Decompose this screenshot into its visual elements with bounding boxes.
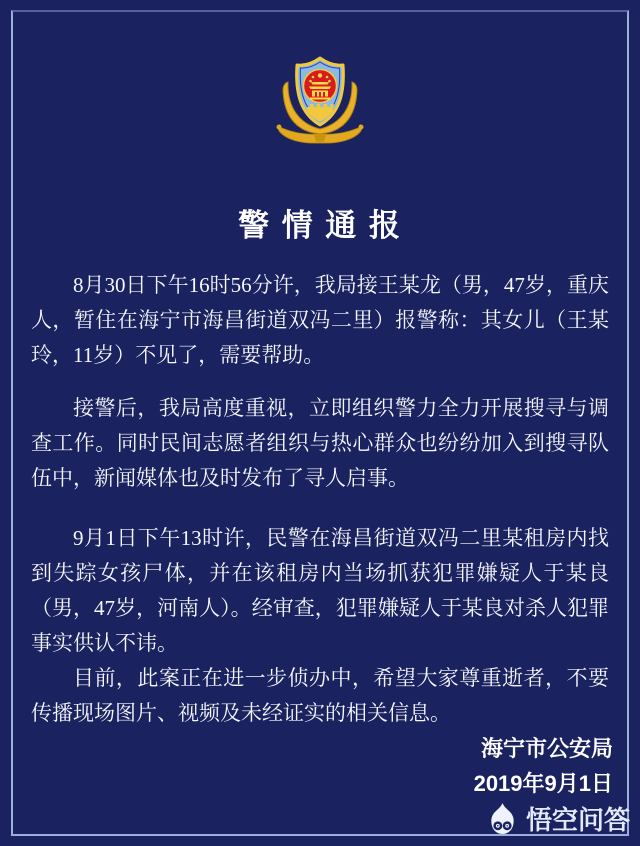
notice-title: 警 情 通 报 [238, 208, 402, 243]
notice-paragraph: 目前，此案正在进一步侦办中，希望大家尊重逝者，不要传播现场图片、视频及未经证实的相关信息。 [31, 666, 609, 725]
police-badge-icon [272, 50, 368, 152]
watermark-label: 悟空问答 [525, 805, 630, 835]
notice-paragraph: 接警后，我局高度重视，立即组织警力全力开展搜寻与调查工作。同时民间志愿者组织与热心群众也纷纷加入到搜寻队伍中，新闻媒体也及时发布了寻人启事。 [31, 396, 609, 490]
notice-body [31, 268, 609, 731]
wukong-monkey-icon [486, 802, 519, 835]
notice-paragraph: 9月1日下午13时许，民警在海昌街道双冯二里某租房内找到失踪女孩尸体，并在该租房内当场抓获犯罪嫌疑人于某良（男，47岁，河南人）。经审查，犯罪嫌疑人于某良对杀人犯罪事实供认不讳。 [31, 526, 609, 655]
notice-paragraph: 8月30日下午16时56分许，我局接王某龙（男，47岁，重庆人，暂住在海宁市海昌街道双冯二里）报警称：其女儿（王某玲，11岁）不见了，需要帮助。 [31, 273, 609, 367]
agency-signature: 海宁市公安局 [480, 736, 613, 761]
watermark [486, 800, 630, 837]
signature-block [474, 731, 613, 801]
notice-date: 2019年9月1日 [473, 771, 613, 796]
